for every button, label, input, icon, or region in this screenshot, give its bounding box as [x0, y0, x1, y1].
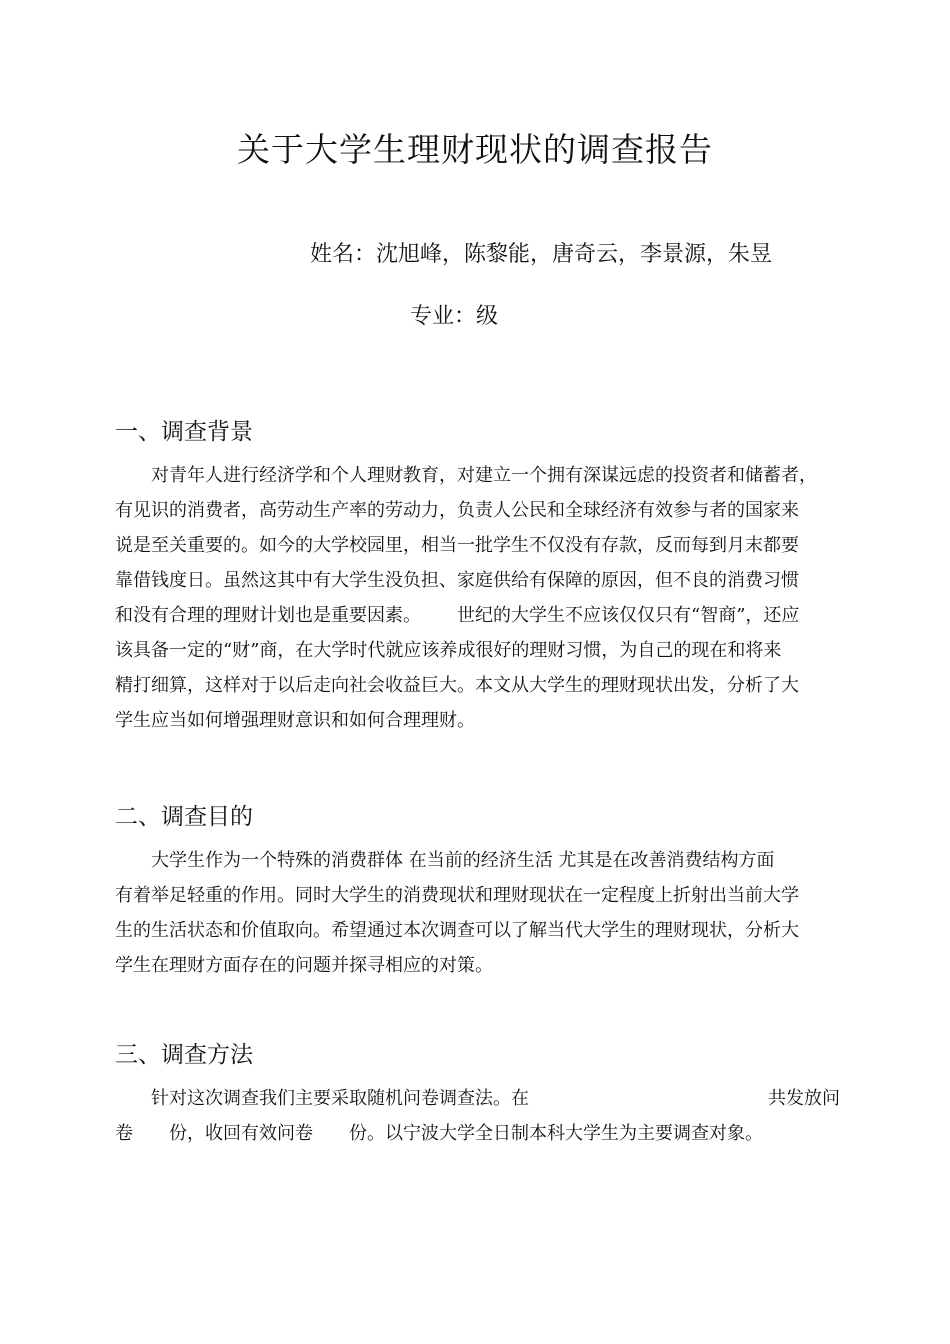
paragraph-fragment: 份。以宁波大学全日制本科大学生为主要调查对象。 — [349, 1123, 763, 1144]
paragraph-line: 有着举足轻重的作用。同时大学生的消费现状和理财现状在一定程度上折射出当前大学 — [115, 885, 799, 906]
paragraph-line — [115, 1116, 840, 1151]
author-names: 姓名：沈旭峰，陈黎能，唐奇云，李景源，朱昱 — [310, 242, 773, 267]
paragraph-line — [115, 598, 840, 633]
section-heading-method: 三、调查方法 — [115, 1042, 253, 1068]
paragraph-line: 靠借钱度日。虽然这其中有大学生没负担、家庭供给有保障的原因，但不良的消费习惯 — [115, 570, 799, 591]
section-heading-purpose: 二、调查目的 — [115, 804, 253, 830]
paragraph-line: 大学生作为一个特殊的消费群体 在当前的经济生活 尤其是在改善消费结构方面 — [151, 850, 775, 871]
paragraph-fragment: 针对这次调查我们主要采取随机问卷调查法。在 — [151, 1088, 529, 1109]
paragraph-line: 精打细算，这样对于以后走向社会收益巨大。本文从大学生的理财现状出发，分析了大 — [115, 675, 799, 696]
paragraph-line: 有见识的消费者，高劳动生产率的劳动力，负责人公民和全球经济有效参与者的国家来 — [115, 500, 799, 521]
section-body-method — [115, 1081, 840, 1151]
major-line: 专业：级 — [410, 304, 499, 329]
section-body-purpose — [115, 843, 840, 983]
paragraph-line: 学生应当如何增强理财意识和如何合理理财。 — [115, 710, 475, 731]
paragraph-line — [115, 1081, 840, 1116]
paragraph-line: 该具备一定的“财”商，在大学时代就应该养成很好的理财习惯，为自己的现在和将来 — [115, 640, 782, 661]
paragraph-fragment: 世纪的大学生不应该仅仅只有“智商”，还应 — [457, 605, 800, 626]
paragraph-line: 对青年人进行经济学和个人理财教育，对建立一个拥有深谋远虑的投资者和储蓄者， — [151, 465, 817, 486]
section-body-background — [115, 458, 840, 738]
section-heading-background: 一、调查背景 — [115, 419, 253, 445]
paragraph-line: 生的生活状态和价值取向。希望通过本次调查可以了解当代大学生的理财现状，分析大 — [115, 920, 799, 941]
paragraph-fragment: 和没有合理的理财计划也是重要因素。 — [115, 605, 421, 626]
paragraph-fragment: 共发放问 — [768, 1088, 840, 1109]
paragraph-line: 说是至关重要的。如今的大学校园里，相当一批学生不仅没有存款，反而每到月末都要 — [115, 535, 799, 556]
paragraph-fragment: 卷 — [115, 1123, 133, 1144]
document-title: 关于大学生理财现状的调查报告 — [237, 130, 713, 169]
paragraph-line: 学生在理财方面存在的问题并探寻相应的对策。 — [115, 955, 493, 976]
paragraph-fragment: 份，收回有效问卷 — [169, 1123, 313, 1144]
